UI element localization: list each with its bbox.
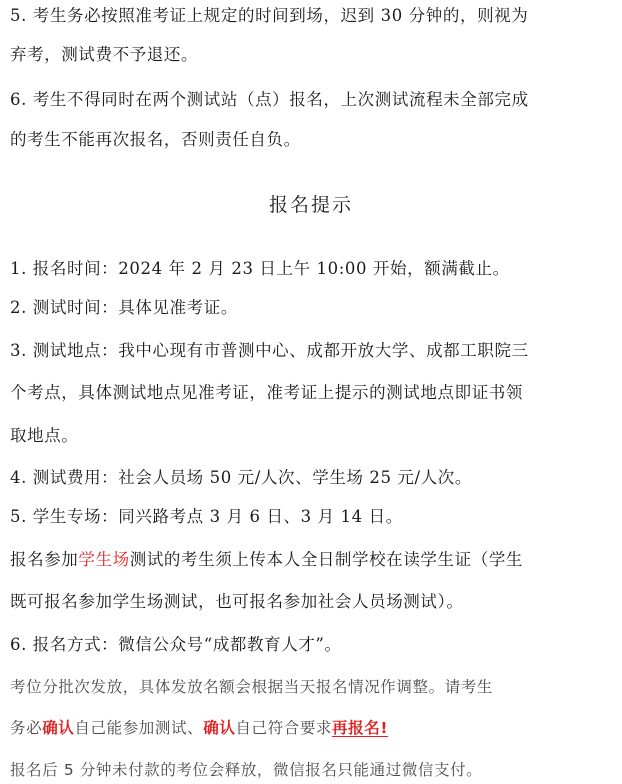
item-1-registration-time: 1. 报名时间：2024 年 2 月 23 日上午 10:00 开始，额满截止。 <box>10 259 510 278</box>
item-3-location-line-2: 个考点，具体测试地点见准考证，准考证上提示的测试地点即证书领 <box>10 383 523 402</box>
student-session-highlight: 学生场 <box>78 550 130 569</box>
rule-6-line-1: 6. 考生不得同时在两个测试站（点）报名，上次测试流程未全部完成 <box>10 90 529 109</box>
student-note-line-2: 既可报名参加学生场测试，也可报名参加社会人员场测试）。 <box>10 592 464 611</box>
student-note-line-1 <box>10 549 614 571</box>
note-text-must: 务必 <box>10 719 43 737</box>
register-again-emphasis: 再报名! <box>332 719 389 737</box>
note-text-meets-requirements: 自己符合要求 <box>235 719 333 737</box>
rule-6-line-2: 的考生不能再次报名，否则责任自负。 <box>10 130 301 149</box>
confirm-highlight-1: 确认 <box>42 719 75 737</box>
student-note-suffix: 测试的考生须上传本人全日制学校在读学生证（学生 <box>129 550 524 569</box>
item-3-location-line-1: 3. 测试地点：我中心现有市普测中心、成都开放大学、成都工职院三 <box>10 341 529 360</box>
item-6-registration-method: 6. 报名方式：微信公众号“成都教育人才”。 <box>10 635 342 654</box>
item-5-student-session: 5. 学生专场：同兴路考点 3 月 6 日、3 月 14 日。 <box>10 507 403 526</box>
item-4-test-fee: 4. 测试费用：社会人员场 50 元/人次、学生场 25 元/人次。 <box>10 468 472 487</box>
note-text-can-attend: 自己能参加测试、 <box>74 719 204 737</box>
item-2-test-time: 2. 测试时间：具体见准考证。 <box>10 298 238 317</box>
quota-note-line-1: 考位分批次发放，具体发放名额会根据当天报名情况作调整。请考生 <box>10 678 494 696</box>
rule-5-line-1: 5. 考生务必按照准考证上规定的时间到场，迟到 30 分钟的，则视为 <box>10 6 529 25</box>
quota-note-line-2 <box>10 717 614 739</box>
confirm-highlight-2: 确认 <box>203 719 236 737</box>
quota-note-line-3: 报名后 5 分钟未付款的考位会释放，微信报名只能通过微信支付。 <box>10 761 483 779</box>
section-title: 报名提示 <box>268 194 353 216</box>
rule-5-line-2: 弃考，测试费不予退还。 <box>10 45 199 64</box>
item-3-location-line-3: 取地点。 <box>10 426 79 445</box>
student-note-prefix: 报名参加 <box>10 550 79 569</box>
